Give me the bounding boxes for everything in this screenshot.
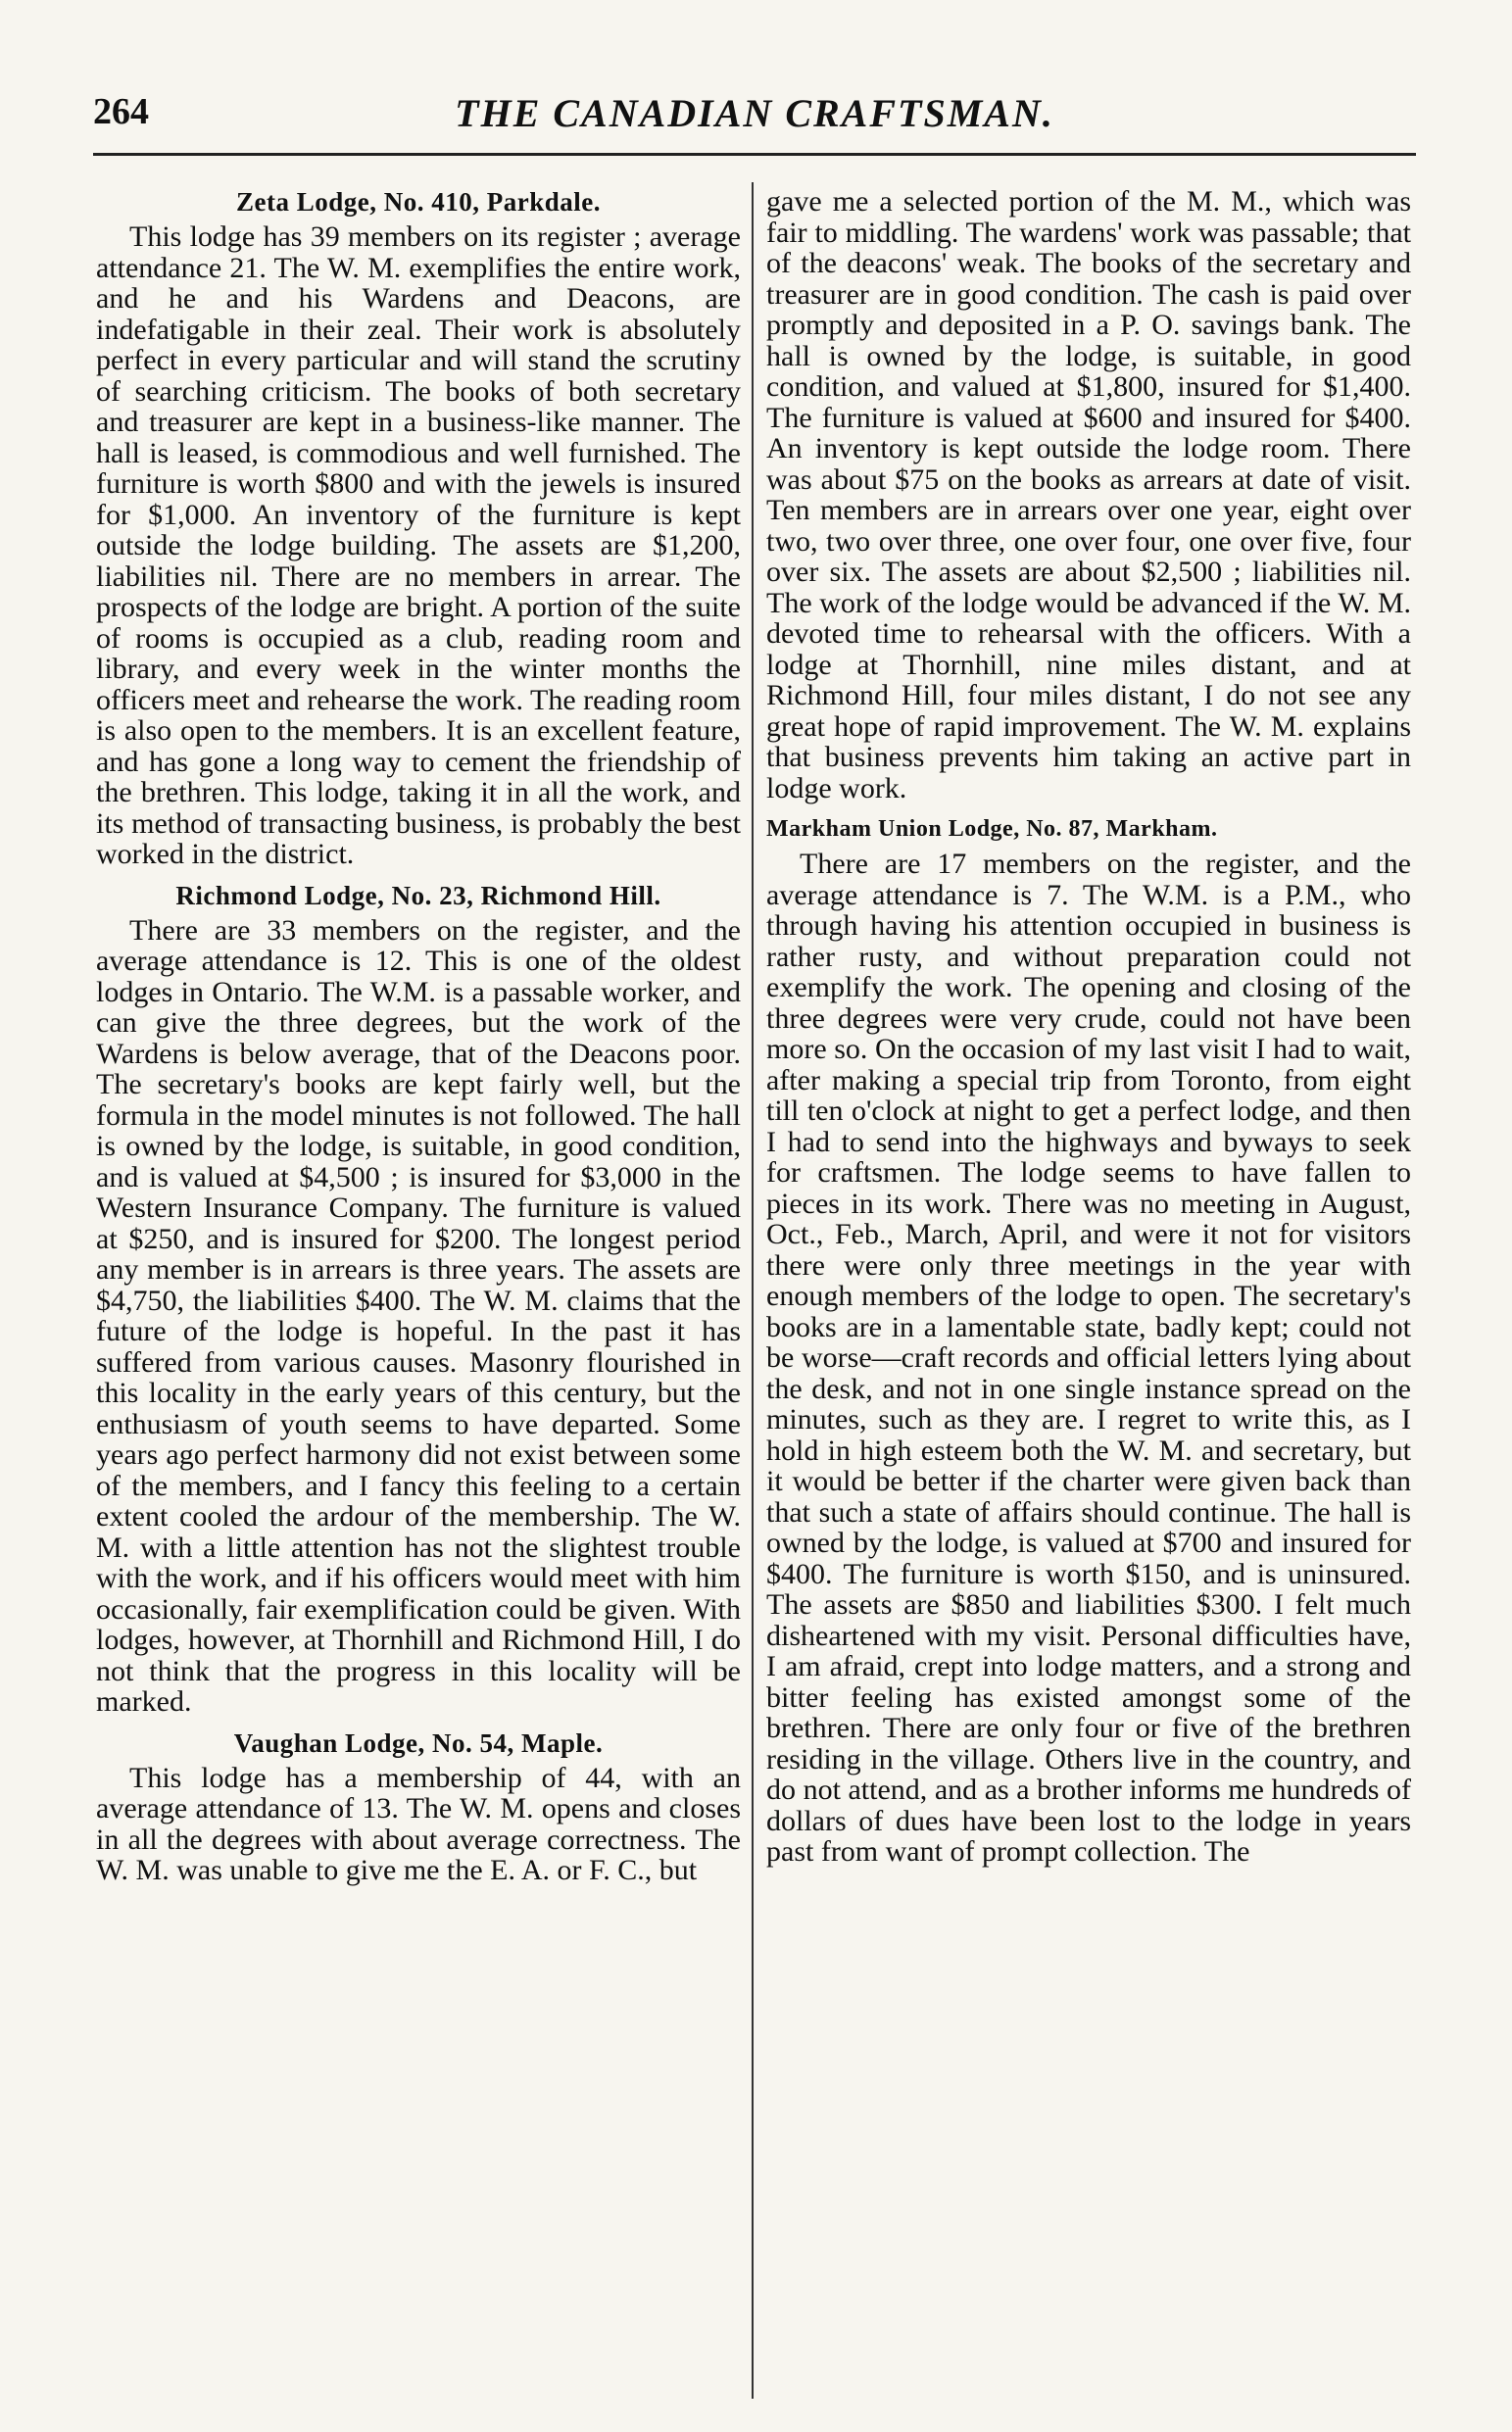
right-column	[766, 186, 1411, 1868]
richmond-lodge-heading: Richmond Lodge, No. 23, Richmond Hill.	[175, 880, 661, 910]
page-number: 264	[93, 91, 149, 132]
richmond-lodge-report: There are 33 members on the register, and the average attendance is 12. This is one of the oldest lodges in Ontario. The W.M. is a passable worker, and can give the three degrees, but the work of the Wardens is below average, that of the Deacons poor. The secretary's books are kept fairly well, but the formula in the model minutes is not followed. The hall is owned by the lodge, is suitable, in good condition, and is valued at $4,500 ; is insured for $3,000 in the Western Insurance Company. The furniture is valued at $250, and is insured for $200. The longest period any member is in arrears is three years. The assets are $4,750, the liabilities $400. The W. M. claims that the future of the lodge is hopeful. In the past it has suffered from various causes. Masonry flourished in this locality in the early years of this century, but the enthusiasm of youth seems to have departed. Some years ago perfect harmony did not exist between some of the members, and I fancy this feeling to a certain extent cooled the ardour of the membership. The W. M. with a little attention has not the slightest trouble with the work, and if his officers would meet with him occasionally, fair exemplification could be given. With lodges, however, at Thornhill and Richmond Hill, I do not think that the progress in this locality will be marked.	[96, 913, 741, 1718]
column-divider	[752, 182, 754, 2399]
vaughan-lodge-report-continued: gave me a selected portion of the M. M., which was fair to middling. The wardens' work was passable; that of the deacons' weak. The books of the secretary and treasurer are in good condition. The cash is paid over promptly and deposited in a P. O. savings bank. The hall is owned by the lodge, is suitable, in good condition, and valued at $1,800, insured for $1,400. The furniture is valued at $600 and insured for $400. An inventory is kept outside the lodge room. There was about $75 on the books as arrears at date of visit. Ten members are in arrears over one year, eight over two, two over three, one over four, one over five, four over six. The assets are about $2,500 ; liabilities nil. The work of the lodge would be advanced if the W. M. devoted time to rehearsal with the officers. With a lodge at Thornhill, nine miles distant, and at Richmond Hill, four miles distant, I do not see any great hope of rapid improvement. The W. M. explains that business prevents him taking an active part in lodge work.	[766, 185, 1411, 804]
zeta-lodge-report: This lodge has 39 members on its register ; average attendance 21. The W. M. exemplifies the entire work, and he and his Wardens and Deacons, are indefatigable in their zeal. Their work is absolutely perfect in every particular and will stand the scrutiny of searching criticism. The books of both secretary and treasurer are kept in a business-like manner. The hall is leased, is commodious and well furnished. The furniture is worth $800 and with the jewels is insured for $1,000. An inventory of the furniture is kept outside the lodge building. The assets are $1,200, liabilities nil. There are no members in arrear. The prospects of the lodge are bright. A portion of the suite of rooms is occupied as a club, reading room and library, and every week in the winter months the officers meet and rehearse the work. The reading room is also open to the members. It is an excellent feature, and has gone a long way to cement the friendship of the brethren. This lodge, taking it in all the work, and its method of transacting business, is probably the best worked in the district.	[96, 220, 741, 870]
markham-lodge-report: There are 17 members on the register, and the average attendance is 7. The W.M. is a P.M., who through having his attention occupied in business is rather rusty, and without preparation could not exemplify the work. The opening and closing of the three degrees were very crude, could not have been more so. On the occasion of my last visit I had to wait, after making a special trip from Toronto, from eight till ten o'clock at night to get a perfect lodge, and then I had to send into the highways and byways to seek for craftsmen. The lodge seems to have fallen to pieces in its work. There was no meeting in August, Oct., Feb., March, April, and were it not for visitors there were only three meetings in the year with enough members of the lodge to open. The secretary's books are in a lamentable state, badly kept; could not be worse—craft records and official letters lying about the desk, and not in one single instance spread on the minutes, such as they are. I regret to write this, as I hold in high esteem both the W. M. and secretary, but it would be better if the charter were given back than that such a state of affairs should continue. The hall is owned by the lodge, is valued at $700 and insured for $400. The furniture is worth $150, and is uninsured. The assets are $850 and liabilities $300. I felt much disheartened with my visit. Personal difficulties have, I am afraid, crept into lodge matters, and a strong and bitter feeling has existed amongst some of the brethren. There are only four or five of the brethren residing in the village. Others live in the country, and do not attend, and as a brother informs me hundreds of dollars of dues have been lost to the lodge in years past from want of prompt collection. The	[766, 848, 1411, 1868]
left-column	[96, 186, 741, 1886]
markham-lodge-heading: Markham Union Lodge, No. 87, Markham.	[766, 816, 1218, 842]
vaughan-lodge-heading: Vaughan Lodge, No. 54, Maple.	[233, 1727, 604, 1758]
header-rule	[93, 153, 1416, 156]
running-title: THE CANADIAN CRAFTSMAN.	[455, 91, 1054, 135]
page-header	[93, 90, 1416, 137]
vaughan-lodge-report: This lodge has a membership of 44, with an average attendance of 13. The W. M. opens and closes in all the degrees with about average correctness. The W. M. was unable to give me the E. A. or F. C., but	[96, 1761, 741, 1886]
zeta-lodge-heading: Zeta Lodge, No. 410, Parkdale.	[236, 187, 601, 217]
